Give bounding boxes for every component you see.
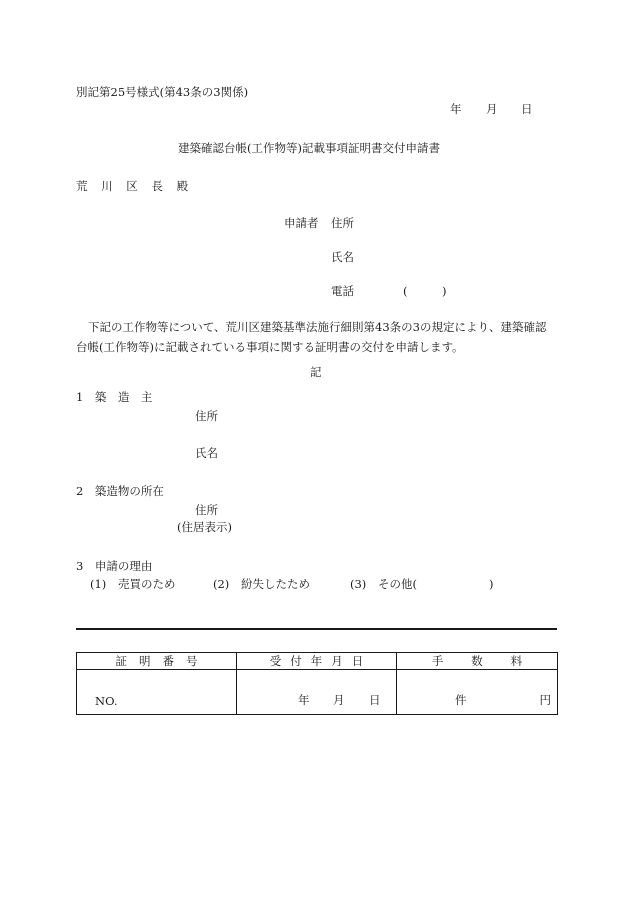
section2-address-label: 住所 bbox=[195, 503, 218, 517]
header-certificate-number-text: 証明番号 bbox=[115, 654, 210, 668]
section1-heading: 1 築 造 主 bbox=[76, 390, 153, 404]
no-label: NO. bbox=[95, 694, 118, 708]
count-unit-label: 件 bbox=[455, 693, 467, 707]
reason-option-num: (1) bbox=[90, 577, 107, 591]
body-text-line2: 台帳(工作物等)に記載されている事項に関する証明書の交付を申請します。 bbox=[76, 340, 464, 354]
applicant-name-label: 氏名 bbox=[331, 250, 354, 264]
ki-label: 記 bbox=[310, 365, 322, 379]
header-reception-date bbox=[237, 653, 397, 670]
certificate-table-header bbox=[77, 653, 558, 670]
date-year-label: 年 bbox=[450, 102, 462, 116]
addressee: 荒 川 区 長 殿 bbox=[76, 179, 194, 193]
cell-year-label: 年 bbox=[298, 693, 310, 707]
reason-option-label: その他( bbox=[378, 577, 417, 591]
cell-certificate-number[interactable] bbox=[77, 670, 237, 715]
cell-month-label: 月 bbox=[333, 693, 345, 707]
certificate-table bbox=[76, 652, 558, 715]
cell-day-label: 日 bbox=[369, 693, 381, 707]
applicant-address-label: 住所 bbox=[331, 216, 354, 230]
yen-unit-label: 円 bbox=[539, 693, 551, 707]
header-fee-text: 手数料 bbox=[431, 654, 551, 668]
reason-option-num: (2) bbox=[213, 577, 230, 591]
date-day-label: 日 bbox=[521, 102, 533, 116]
applicant-phone-label: 電話 bbox=[331, 284, 354, 298]
section3-heading: 3 申請の理由 bbox=[76, 559, 153, 573]
reason-option-close-paren: ) bbox=[489, 577, 494, 591]
document-title: 建築確認台帳(工作物等)記載事項証明書交付申請書 bbox=[178, 141, 440, 155]
section-divider bbox=[76, 628, 557, 630]
body-text-line1: 下記の工作物等について、荒川区建築基準法施行細則第43条の3の規定により、建築確認 bbox=[88, 320, 547, 334]
reason-option-label: 紛失したため bbox=[241, 577, 310, 591]
reason-option-label: 売買のため bbox=[118, 577, 176, 591]
section2-heading: 2 築造物の所在 bbox=[76, 484, 164, 498]
cell-fee[interactable] bbox=[397, 670, 558, 715]
certificate-table-row bbox=[77, 670, 558, 715]
header-reception-date-text: 受付年月日 bbox=[269, 654, 373, 668]
header-fee bbox=[397, 653, 558, 670]
date-month-label: 月 bbox=[486, 102, 498, 116]
applicant-phone-paren: ( ) bbox=[403, 284, 447, 298]
cell-reception-date[interactable] bbox=[237, 670, 397, 715]
reason-option-num: (3) bbox=[350, 577, 367, 591]
form-number: 別記第25号様式(第43条の3関係) bbox=[76, 85, 249, 99]
header-certificate-number bbox=[77, 653, 237, 670]
section1-name-label: 氏名 bbox=[195, 446, 218, 460]
section2-residence-note: (住居表示) bbox=[177, 520, 232, 534]
applicant-label: 申請者 bbox=[284, 216, 319, 230]
section1-address-label: 住所 bbox=[195, 409, 218, 423]
